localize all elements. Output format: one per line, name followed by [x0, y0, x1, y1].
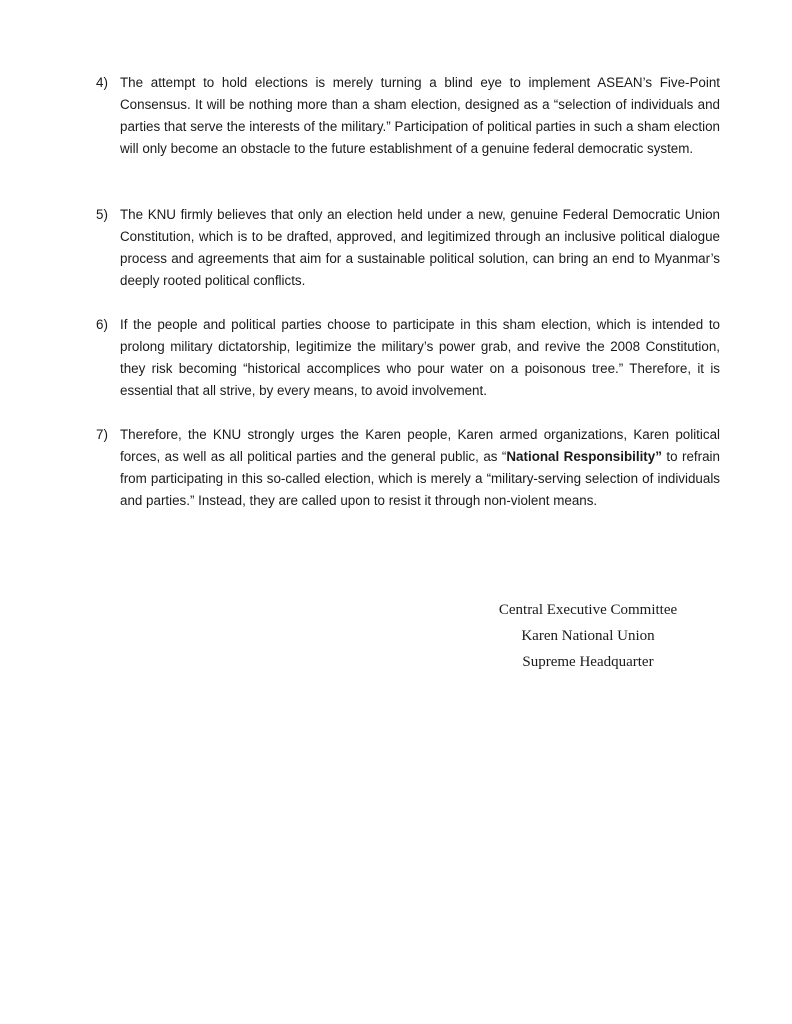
signature-committee: Central Executive Committee [498, 602, 678, 618]
item-text: The KNU firmly believes that only an election held under a new, genuine Federal Democratic Union Constitution, which is to be drafted, approved, and legitimized through an inclusive political dialogue process and agreements that aim for a sustainable political solution, can bring an end to Myanmar’s deeply rooted political conflicts. [120, 207, 720, 288]
list-item-5 [96, 204, 720, 292]
signature-headquarter: Supreme Headquarter [522, 654, 654, 670]
list-item-4 [96, 72, 720, 160]
item-number: 4) [96, 75, 108, 90]
item-text-part: Therefore, the KNU strongly urges the Karen people, Karen armed organizations, Karen political forces, as well as all political parties and the general public, as “ [120, 427, 720, 464]
list-item-6 [96, 314, 720, 402]
item-text-part: to refrain from participating in this so-called election, which is merely a “military-serving selection of individuals and parties.” Instead, they are called upon to resist it through non-violent means. [120, 449, 720, 508]
list-item-7 [96, 424, 720, 512]
item-text [120, 424, 720, 512]
item-number: 7) [96, 427, 108, 442]
item-number: 5) [96, 207, 108, 222]
signature-organization: Karen National Union [521, 628, 655, 644]
item-text: If the people and political parties choose to participate in this sham election, which is intended to prolong military dictatorship, legitimize the military’s power grab, and revive the 2008 Constitution, they risk becoming “historical accomplices who pour water on a poisonous tree.” Therefore, it is essential that all strive, by every means, to avoid involvement. [120, 317, 720, 398]
item-text: The attempt to hold elections is merely turning a blind eye to implement ASEAN’s Five-Point Consensus. It will be nothing more than a sham election, designed as a “selection of individuals and parties that serve the interests of the military.” Participation of political parties in such a sham election will only become an obstacle to the future establishment of a genuine federal democratic system. [120, 75, 720, 156]
signature-block [478, 597, 698, 675]
item-number: 6) [96, 317, 108, 332]
national-responsibility-emphasis: National Responsibility” [506, 449, 662, 464]
